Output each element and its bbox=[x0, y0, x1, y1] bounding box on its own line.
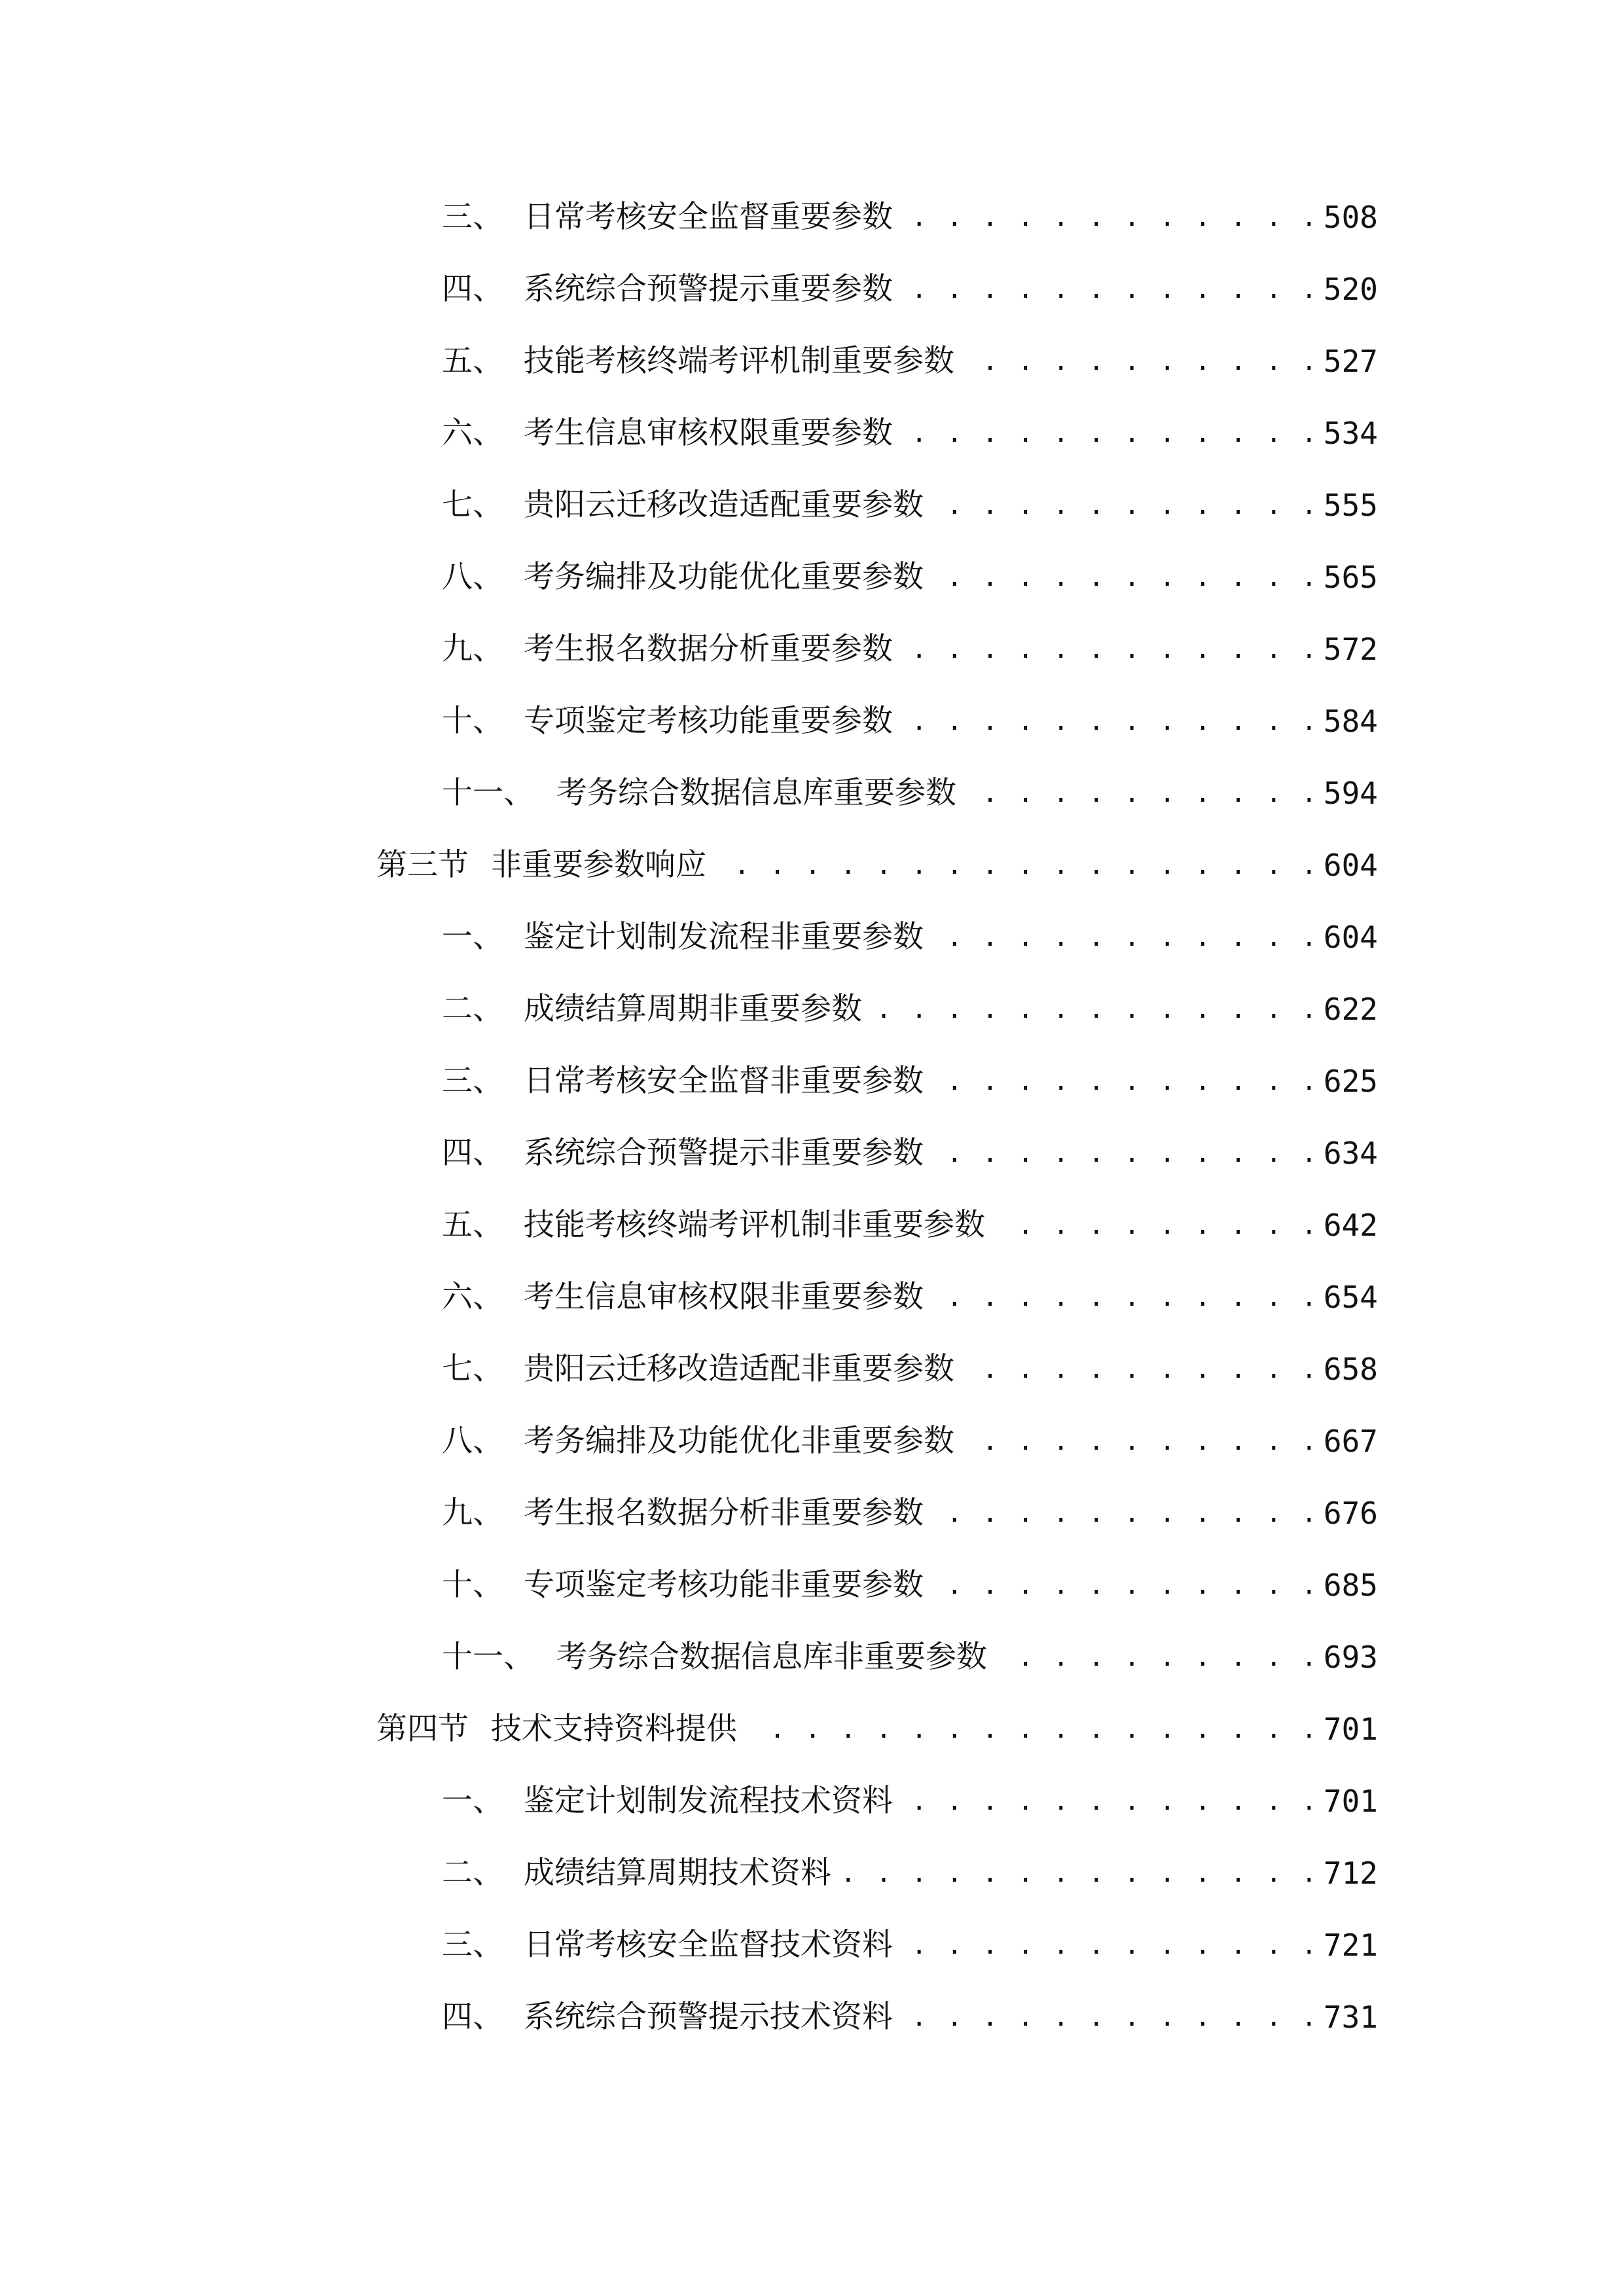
toc-section-title: 技术支持资料提供 bbox=[491, 1711, 737, 1747]
toc-entry-number: 七、 bbox=[442, 1351, 503, 1387]
toc-entry-number: 二、 bbox=[442, 1855, 503, 1891]
toc-dot-leader bbox=[899, 623, 1319, 675]
toc-entry-page: 721 bbox=[1323, 1928, 1378, 1963]
toc-entry-page: 527 bbox=[1323, 344, 1378, 379]
toc-entry-title: 考务编排及功能优化重要参数 bbox=[524, 559, 924, 595]
toc-entry-page: 565 bbox=[1323, 560, 1378, 595]
toc-entry-page: 676 bbox=[1323, 1496, 1378, 1531]
toc-entry[interactable] bbox=[442, 1343, 1378, 1395]
toc-dot-leader bbox=[961, 1415, 1319, 1467]
toc-entry[interactable] bbox=[442, 1919, 1378, 1971]
toc-entry-title: 考务综合数据信息库重要参数 bbox=[556, 775, 956, 811]
toc-entry-page: 701 bbox=[1323, 1712, 1378, 1747]
toc-entry-title: 考务综合数据信息库非重要参数 bbox=[556, 1639, 987, 1675]
toc-entry-title: 贵阳云迁移改造适配重要参数 bbox=[524, 487, 924, 523]
toc-entry[interactable] bbox=[442, 263, 1378, 315]
toc-dot-leader bbox=[930, 1487, 1319, 1539]
toc-entry[interactable] bbox=[442, 695, 1378, 747]
toc-entry[interactable] bbox=[442, 1127, 1378, 1179]
toc-entry[interactable] bbox=[442, 1559, 1378, 1611]
toc-entry[interactable] bbox=[442, 335, 1378, 387]
toc-entry-title: 考生报名数据分析非重要参数 bbox=[524, 1495, 924, 1531]
toc-entry[interactable] bbox=[442, 767, 1378, 819]
toc-entry[interactable] bbox=[442, 1271, 1378, 1323]
toc-entry[interactable] bbox=[442, 1415, 1378, 1467]
toc-entry-title: 系统综合预警提示非重要参数 bbox=[524, 1135, 924, 1171]
toc-entry[interactable] bbox=[442, 1775, 1378, 1827]
toc-entry-title: 日常考核安全监督重要参数 bbox=[524, 199, 893, 235]
toc-entry-number: 一、 bbox=[442, 1783, 503, 1819]
toc-entry-number: 六、 bbox=[442, 415, 503, 451]
toc-entry[interactable] bbox=[442, 1199, 1378, 1251]
toc-entry-title: 技能考核终端考评机制重要参数 bbox=[524, 343, 954, 379]
toc-entry-page: 520 bbox=[1323, 272, 1378, 307]
toc-entry-title: 鉴定计划制发流程非重要参数 bbox=[524, 919, 924, 955]
toc-entry-number: 四、 bbox=[442, 1999, 503, 2035]
toc-entry-page: 594 bbox=[1323, 776, 1378, 811]
toc-dot-leader bbox=[994, 1631, 1319, 1683]
toc-dot-leader bbox=[992, 1199, 1319, 1251]
toc-entry[interactable] bbox=[442, 623, 1378, 675]
toc-entry-number: 六、 bbox=[442, 1279, 503, 1315]
toc-entry-title: 考生信息审核权限非重要参数 bbox=[524, 1279, 924, 1315]
toc-entry-page: 634 bbox=[1323, 1136, 1378, 1171]
toc-dot-leader bbox=[930, 1271, 1319, 1323]
toc-entry-number: 八、 bbox=[442, 1423, 503, 1459]
toc-entry-page: 712 bbox=[1323, 1856, 1378, 1891]
toc-entry-title: 成绩结算周期技术资料 bbox=[524, 1855, 831, 1891]
toc-section-number: 第四节 bbox=[376, 1711, 469, 1747]
toc-entry-page: 604 bbox=[1323, 920, 1378, 955]
toc-entry-number: 三、 bbox=[442, 199, 503, 235]
toc-entry-title: 日常考核安全监督技术资料 bbox=[524, 1927, 893, 1963]
toc-entry-page: 572 bbox=[1323, 632, 1378, 667]
toc-entry-page: 625 bbox=[1323, 1064, 1378, 1099]
toc-dot-leader bbox=[930, 551, 1319, 603]
toc-entry-number: 十、 bbox=[442, 703, 503, 739]
toc-entry-page: 701 bbox=[1323, 1784, 1378, 1819]
toc-dot-leader bbox=[899, 407, 1319, 459]
toc-dot-leader bbox=[930, 1055, 1319, 1107]
toc-entry-number: 四、 bbox=[442, 271, 503, 307]
toc-dot-leader bbox=[713, 839, 1319, 891]
toc-entry-title: 考务编排及功能优化非重要参数 bbox=[524, 1423, 954, 1459]
toc-entry[interactable] bbox=[442, 407, 1378, 459]
toc-entry-title: 鉴定计划制发流程技术资料 bbox=[524, 1783, 893, 1819]
toc-entry-number: 九、 bbox=[442, 1495, 503, 1531]
toc-dot-leader bbox=[869, 983, 1319, 1035]
toc-section-entry[interactable] bbox=[376, 1703, 1378, 1755]
toc-entry-title: 成绩结算周期非重要参数 bbox=[524, 991, 862, 1027]
toc-dot-leader bbox=[899, 1775, 1319, 1827]
toc-entry-number: 五、 bbox=[442, 1207, 503, 1243]
toc-entry[interactable] bbox=[442, 1055, 1378, 1107]
toc-entry[interactable] bbox=[442, 551, 1378, 603]
toc-dot-leader bbox=[899, 191, 1319, 243]
toc-entry-number: 八、 bbox=[442, 559, 503, 595]
toc-entry-title: 贵阳云迁移改造适配非重要参数 bbox=[524, 1351, 954, 1387]
toc-entry-number: 十一、 bbox=[442, 775, 534, 811]
toc-entry[interactable] bbox=[442, 1631, 1378, 1683]
toc-entry-page: 642 bbox=[1323, 1208, 1378, 1243]
toc-dot-leader bbox=[899, 1991, 1319, 2043]
toc-entry[interactable] bbox=[442, 1487, 1378, 1539]
toc-entry-page: 658 bbox=[1323, 1352, 1378, 1387]
toc-dot-leader bbox=[930, 1127, 1319, 1179]
toc-entry-page: 654 bbox=[1323, 1280, 1378, 1315]
toc-entry-title: 专项鉴定考核功能非重要参数 bbox=[524, 1567, 924, 1603]
toc-dot-leader bbox=[899, 263, 1319, 315]
toc-entry-number: 三、 bbox=[442, 1063, 503, 1099]
toc-entry-title: 系统综合预警提示重要参数 bbox=[524, 271, 893, 307]
toc-entry[interactable] bbox=[442, 479, 1378, 531]
toc-dot-leader bbox=[899, 695, 1319, 747]
toc-entry[interactable] bbox=[442, 983, 1378, 1035]
toc-entry-page: 731 bbox=[1323, 2000, 1378, 2035]
toc-dot-leader bbox=[963, 767, 1319, 819]
toc-dot-leader bbox=[930, 1559, 1319, 1611]
toc-entry-title: 系统综合预警提示技术资料 bbox=[524, 1999, 893, 2035]
toc-section-title: 非重要参数响应 bbox=[491, 847, 706, 883]
toc-dot-leader bbox=[930, 911, 1319, 963]
toc-entry-page: 693 bbox=[1323, 1640, 1378, 1675]
toc-entry-page: 622 bbox=[1323, 992, 1378, 1027]
toc-dot-leader bbox=[961, 1343, 1319, 1395]
toc-entry-page: 685 bbox=[1323, 1568, 1378, 1603]
toc-entry[interactable] bbox=[442, 1847, 1378, 1899]
toc-entry-number: 三、 bbox=[442, 1927, 503, 1963]
toc-dot-leader bbox=[961, 335, 1319, 387]
toc-entry-page: 604 bbox=[1323, 848, 1378, 883]
toc-entry-page: 555 bbox=[1323, 488, 1378, 523]
toc-entry-number: 二、 bbox=[442, 991, 503, 1027]
toc-dot-leader bbox=[899, 1919, 1319, 1971]
toc-entry-number: 五、 bbox=[442, 343, 503, 379]
toc-entry-page: 508 bbox=[1323, 200, 1378, 235]
toc-entry-page: 534 bbox=[1323, 416, 1378, 451]
toc-section-number: 第三节 bbox=[376, 847, 469, 883]
toc-entry-number: 十一、 bbox=[442, 1639, 534, 1675]
toc-entry-number: 十、 bbox=[442, 1567, 503, 1603]
toc-section-entry[interactable] bbox=[376, 839, 1378, 891]
toc-dot-leader bbox=[744, 1703, 1319, 1755]
toc-entry[interactable] bbox=[442, 191, 1378, 243]
toc-entry-page: 584 bbox=[1323, 704, 1378, 739]
toc-entry-title: 考生报名数据分析重要参数 bbox=[524, 631, 893, 667]
toc-entry-title: 考生信息审核权限重要参数 bbox=[524, 415, 893, 451]
toc-entry-title: 专项鉴定考核功能重要参数 bbox=[524, 703, 893, 739]
toc-entry-page: 667 bbox=[1323, 1424, 1378, 1459]
toc-entry-number: 七、 bbox=[442, 487, 503, 523]
toc-entry[interactable] bbox=[442, 1991, 1378, 2043]
toc-entry[interactable] bbox=[442, 911, 1378, 963]
toc-entry-number: 九、 bbox=[442, 631, 503, 667]
toc-entry-number: 一、 bbox=[442, 919, 503, 955]
toc-dot-leader bbox=[838, 1847, 1319, 1899]
toc-dot-leader bbox=[930, 479, 1319, 531]
toc-entry-title: 技能考核终端考评机制非重要参数 bbox=[524, 1207, 985, 1243]
toc-entry-number: 四、 bbox=[442, 1135, 503, 1171]
toc-entry-title: 日常考核安全监督非重要参数 bbox=[524, 1063, 924, 1099]
